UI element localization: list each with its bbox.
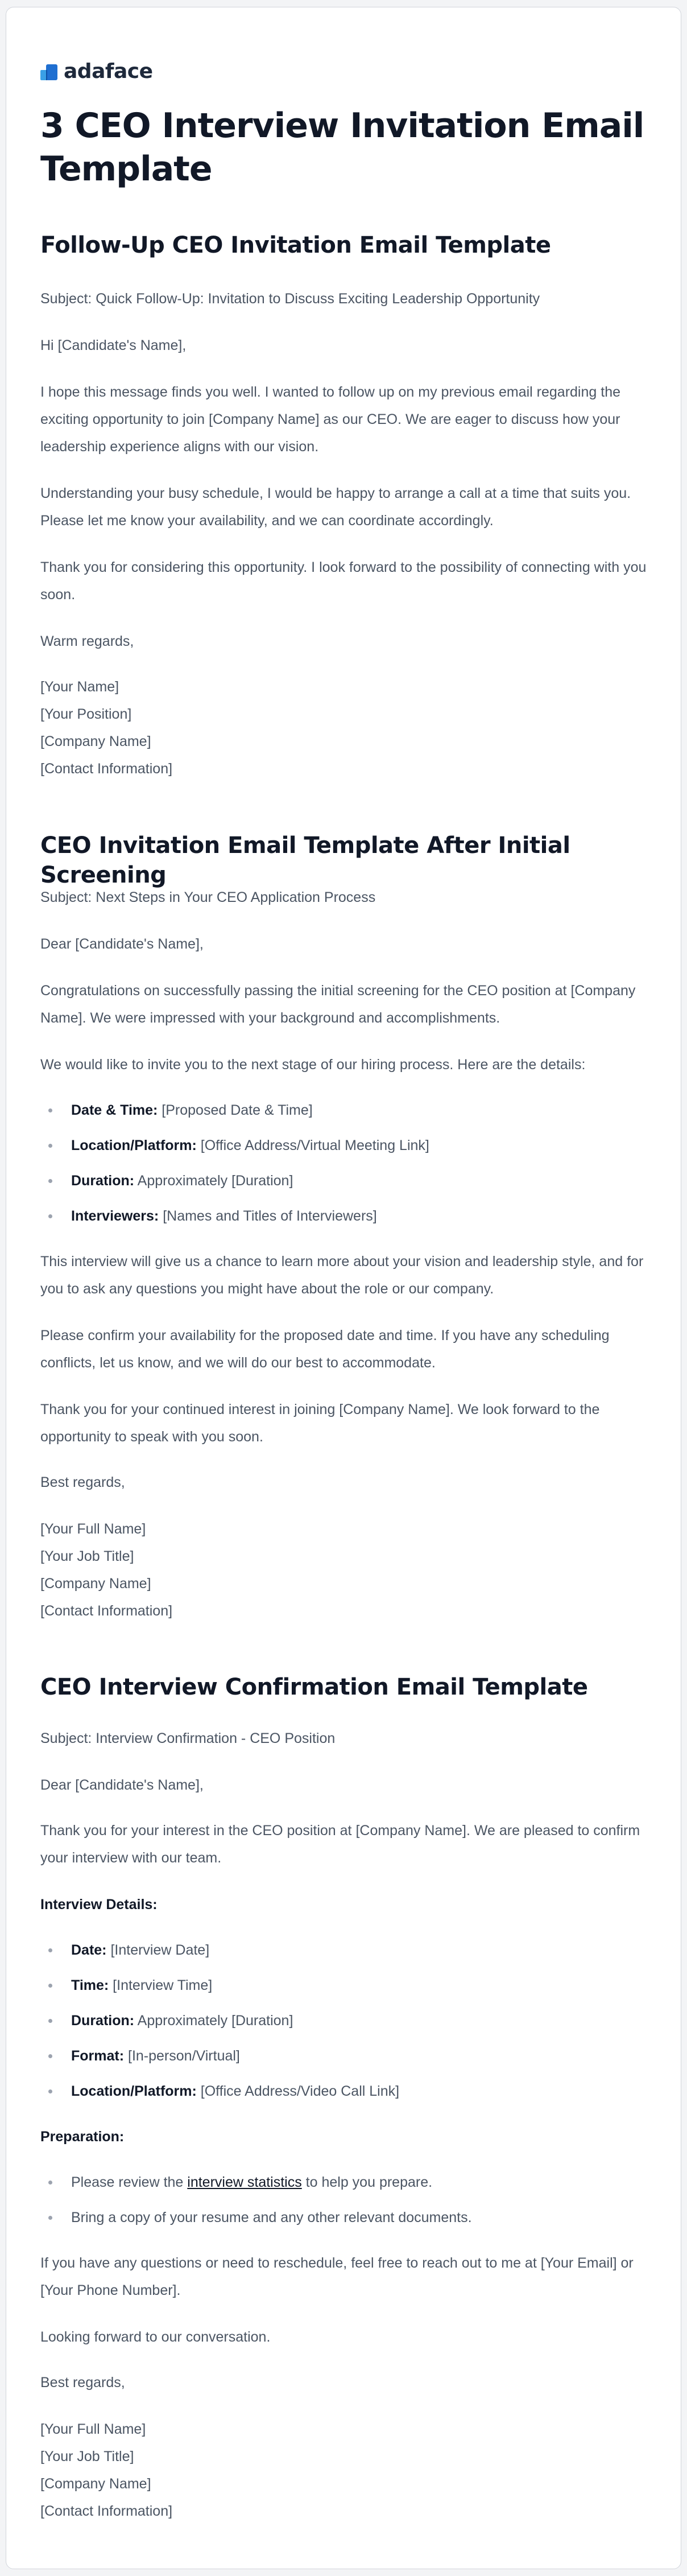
brand-name: adaface xyxy=(64,59,153,83)
prep-text: to help you prepare. xyxy=(301,2174,433,2190)
signature-line: [Your Position] xyxy=(40,706,132,722)
detail-item xyxy=(40,2042,649,2070)
detail-item xyxy=(40,2078,649,2105)
brand-logo[interactable] xyxy=(40,57,153,85)
detail-key: Date & Time: xyxy=(71,1102,158,1118)
email-closing: Best regards, xyxy=(40,2375,125,2390)
signature-line: [Your Full Name] xyxy=(40,2421,146,2437)
detail-value: [Interview Time] xyxy=(109,1977,213,1993)
detail-key: Duration: xyxy=(71,1173,135,1189)
email-greeting: Dear [Candidate's Name], xyxy=(40,1777,204,1793)
prep-text: Please review the xyxy=(71,2174,188,2190)
signature-line: [Company Name] xyxy=(40,1576,151,1592)
email-paragraph: This interview will give us a chance to learn more about your vision and leadership style, and for you to ask any questions you might have about the role or our company. xyxy=(40,1254,644,1297)
preparation-label: Preparation: xyxy=(40,2129,125,2145)
prep-item xyxy=(40,2169,649,2196)
detail-item xyxy=(40,1097,649,1124)
detail-key: Location/Platform: xyxy=(71,1137,197,1153)
email-paragraph: Thank you for your interest in the CEO position at [Company Name]. We are pleased to confirm your interview with our team. xyxy=(40,1823,640,1866)
email-paragraph: If you have any questions or need to reschedule, feel free to reach out to me at [Your Email] or [Your Phone Number]. xyxy=(40,2255,634,2298)
detail-key: Duration: xyxy=(71,2013,135,2029)
section-heading: CEO Invitation Email Template After Initial Screening xyxy=(40,832,570,888)
signature-line: [Company Name] xyxy=(40,2476,151,2492)
detail-item xyxy=(40,1132,649,1159)
signature-line: [Company Name] xyxy=(40,733,151,749)
email-subject: Subject: Next Steps in Your CEO Application Process xyxy=(40,889,376,905)
prep-item xyxy=(40,2204,649,2231)
detail-item xyxy=(40,1972,649,1999)
detail-item xyxy=(40,2007,649,2034)
email-greeting: Hi [Candidate's Name], xyxy=(40,337,187,353)
section-follow-up xyxy=(40,230,649,260)
email-paragraph: Thank you for your continued interest in joining [Company Name]. We look forward to the opportunity to speak with you soon. xyxy=(40,1402,600,1445)
interview-statistics-link[interactable]: interview statistics xyxy=(187,2174,302,2190)
signature-line: [Your Job Title] xyxy=(40,2449,134,2464)
detail-value: Approximately [Duration] xyxy=(134,2013,293,2029)
adaface-logo-icon xyxy=(40,62,59,80)
email-subject: Subject: Quick Follow-Up: Invitation to Discuss Exciting Leadership Opportunity xyxy=(40,291,540,307)
signature-line: [Your Full Name] xyxy=(40,1521,146,1537)
detail-key: Time: xyxy=(71,1977,109,1993)
detail-value: [Interview Date] xyxy=(106,1942,210,1958)
detail-value: [Proposed Date & Time] xyxy=(158,1102,313,1118)
section-heading: CEO Interview Confirmation Email Template xyxy=(40,1674,588,1700)
detail-key: Date: xyxy=(71,1942,107,1958)
email-closing: Warm regards, xyxy=(40,633,134,649)
section-after-screening xyxy=(40,831,649,890)
detail-value: [Office Address/Video Call Link] xyxy=(196,2083,400,2099)
email-paragraph: Looking forward to our conversation. xyxy=(40,2329,271,2345)
page-title: 3 CEO Interview Invitation Email Template xyxy=(40,106,644,189)
signature-line: [Contact Information] xyxy=(40,2503,173,2519)
details-label: Interview Details: xyxy=(40,1897,158,1913)
detail-item xyxy=(40,1202,649,1230)
signature-line: [Your Name] xyxy=(40,679,119,695)
email-paragraph: Understanding your busy schedule, I would be happy to arrange a call at a time that suits you. Please let me know your availability, and we can coordinate accordingly. xyxy=(40,485,631,529)
section-confirmation xyxy=(40,1672,649,1702)
detail-key: Interviewers: xyxy=(71,1208,159,1224)
detail-value: [In-person/Virtual] xyxy=(124,2048,240,2064)
section-heading: Follow-Up CEO Invitation Email Template xyxy=(40,232,551,258)
detail-key: Location/Platform: xyxy=(71,2083,197,2099)
email-paragraph: We would like to invite you to the next stage of our hiring process. Here are the details: xyxy=(40,1057,586,1073)
email-paragraph: I hope this message finds you well. I wanted to follow up on my previous email regarding the exciting opportunity to join [Company Name] as our CEO. We are eager to discuss how your leadership experience aligns with our vision. xyxy=(40,384,620,455)
detail-key: Format: xyxy=(71,2048,125,2064)
signature-line: [Contact Information] xyxy=(40,761,173,777)
detail-item xyxy=(40,1167,649,1194)
prep-text: Bring a copy of your resume and any other relevant documents. xyxy=(71,2210,472,2225)
detail-item xyxy=(40,1936,649,1964)
article-card xyxy=(6,7,681,2569)
signature-line: [Your Job Title] xyxy=(40,1548,134,1564)
detail-value: [Names and Titles of Interviewers] xyxy=(159,1208,377,1224)
detail-value: Approximately [Duration] xyxy=(134,1173,293,1189)
email-paragraph: Congratulations on successfully passing the initial screening for the CEO position at [Company Name]. We were impressed with your background and accomplishments. xyxy=(40,983,636,1026)
detail-value: [Office Address/Virtual Meeting Link] xyxy=(196,1137,429,1153)
email-paragraph: Please confirm your availability for the proposed date and time. If you have any scheduling conflicts, let us know, and we will do our best to accommodate. xyxy=(40,1328,610,1371)
email-paragraph: Thank you for considering this opportunity. I look forward to the possibility of connecting with you soon. xyxy=(40,559,647,603)
email-closing: Best regards, xyxy=(40,1474,125,1490)
signature-line: [Contact Information] xyxy=(40,1603,173,1619)
email-greeting: Dear [Candidate's Name], xyxy=(40,936,204,952)
email-subject: Subject: Interview Confirmation - CEO Position xyxy=(40,1730,336,1746)
